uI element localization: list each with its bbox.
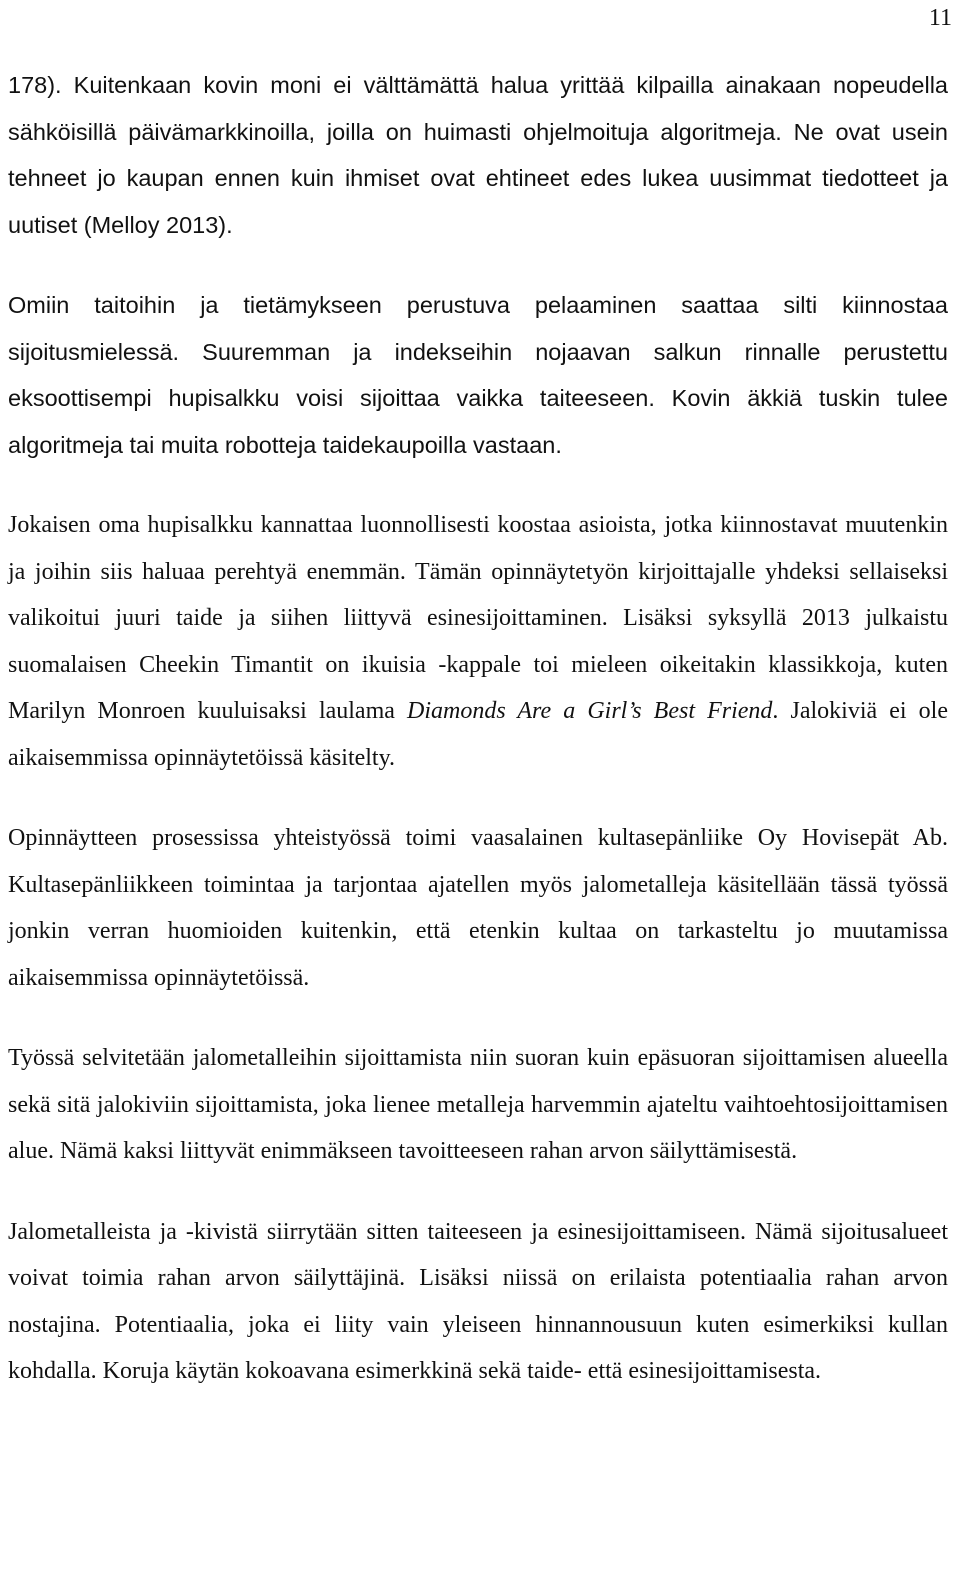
- paragraph-spacer: [8, 1001, 948, 1035]
- paragraph-2: Omiin taitoihin ja tietämykseen perustuva pelaaminen saattaa silti kiinnostaa sijoitusmielessä. Suuremman ja indekseihin nojaavan salkun rinnalle perustettu eksoottisempi hupisalkku voisi sijoittaa vaikka taiteeseen. Kovin äkkiä tuskin tulee algoritmeja tai muita robotteja taidekaupoilla vastaan.: [8, 292, 948, 458]
- paragraph-3-text-before: Jokaisen oma hupisalkku kannattaa luonnollisesti koostaa asioista, jotka kiinnostavat muutenkin ja joihin siis haluaa perehtyä enemmän. Tämän opinnäytetyön kirjoittajalle yhdeksi sellaiseksi valikoitui juuri taide ja siihen liittyvä esinesijoittaminen. Lisäksi syksyllä 2013 julkaistu suomalaisen Cheekin Timantit on ikuisia -kappale toi mieleen oikeitakin klassikkoja, kuten Marilyn Monroen kuuluisaksi laulama: [8, 512, 948, 724]
- paragraph-spacer: [8, 781, 948, 815]
- song-title: Diamonds Are a Girl’s Best Friend: [407, 698, 773, 724]
- paragraph-spacer: [8, 248, 948, 282]
- page-number: 11: [928, 5, 952, 31]
- paragraph-spacer: [8, 468, 948, 502]
- paragraph-spacer: [8, 1175, 948, 1209]
- document-body: [8, 62, 948, 1395]
- paragraph-5: Työssä selvitetään jalometalleihin sijoittamista niin suoran kuin epäsuoran sijoittamisen alueella sekä sitä jalokiviin sijoittamista, joka lienee metalleja harvemmin ajateltu vaihtoehtosijoittamisen alue. Nämä kaksi liittyvät enimmäkseen tavoitteeseen rahan arvon säilyttämisestä.: [8, 1045, 948, 1164]
- paragraph-6: Jalometalleista ja -kivistä siirrytään sitten taiteeseen ja esinesijoittamiseen. Nämä sijoitusalueet voivat toimia rahan arvon säilyttäjinä. Lisäksi niissä on erilaista potentiaalia rahan arvon nostajina. Potentiaalia, joka ei liity vain yleiseen hinnannousuun kuten esimerkiksi kullan kohdalla. Koruja käytän kokoavana esimerkkinä sekä taide- että esinesijoittamisesta.: [8, 1218, 948, 1384]
- paragraph-1: 178). Kuitenkaan kovin moni ei välttämättä halua yrittää kilpailla ainakaan nopeudella sähköisillä päivämarkkinoilla, joilla on huimasti ohjelmoituja algoritmeja. Ne ovat usein tehneet jo kaupan ennen kuin ihmiset ovat ehtineet edes lukea uusimmat tiedotteet ja uutiset (Melloy 2013).: [8, 72, 948, 238]
- paragraph-3-text-after: . Jalokiviä ei ole aikaisemmissa opinnäytetöissä käsitelty.: [8, 698, 948, 771]
- paragraph-3: [8, 502, 948, 781]
- paragraph-4: Opinnäytteen prosessissa yhteistyössä toimi vaasalainen kultasepänliike Oy Hovisepät Ab. Kultasepänliikkeen toimintaa ja tarjontaa ajatellen myös jalometalleja käsitellään tässä työssä jonkin verran huomioiden kuitenkin, että etenkin kultaa on tarkasteltu jo muutamissa aikaisemmissa opinnäytetöissä.: [8, 825, 948, 991]
